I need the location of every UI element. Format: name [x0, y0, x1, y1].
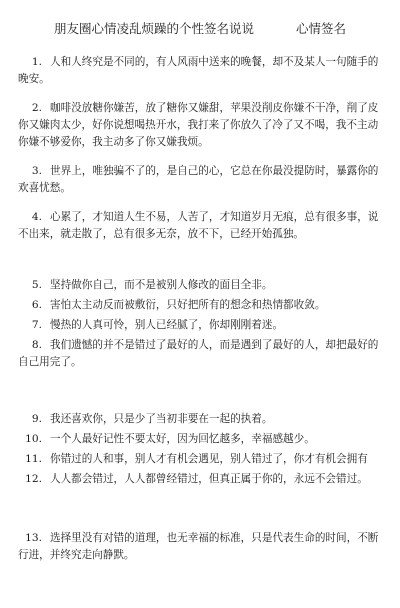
list-item: 13. 选择里没有对错的道理，也无幸福的标准，只是代表生命的时间，不断行进，并终究走向静默。 — [18, 532, 379, 561]
list-item: 1. 人和人终究是不同的，有人风雨中送来的晚餐，却不及某人一句随手的晚安。 — [18, 56, 379, 85]
list-item: 8. 我们遗憾的并不是错过了最好的人，而是遇到了最好的人，却把最好的自己用完了。 — [18, 339, 379, 368]
list-item: 3. 世界上，唯独骗不了的，是自己的心，它总在你最没提防时，暴露你的欢喜忧愁。 — [18, 165, 379, 194]
list-item: 10. 一个人最好记性不要太好，因为回忆越多，幸福感越少。 — [25, 433, 315, 445]
document-category: 心情签名 — [296, 21, 347, 36]
list-item: 9. 我还喜欢你，只是少了当初非要在一起的执着。 — [31, 413, 273, 425]
list-item: 5. 坚持做你自己，而不是被别人修改的面目全非。 — [31, 279, 273, 291]
list-item: 2. 咖啡没放糖你嫌苦，放了糖你又嫌甜，苹果没削皮你嫌不干净，削了皮你又嫌肉太少，好你说想喝热开水，我打来了你放久了冷了又不喝，我不主动你嫌不够爱你，我主动多了你又嫌我烦。 — [18, 102, 379, 148]
list-item: 4. 心累了，才知道人生不易，人苦了，才知道岁月无痕，总有很多事，说不出来，就走散了，总有很多无奈，放不下，已经开始孤独。 — [18, 211, 379, 240]
list-item: 12. 人人都会错过，人人都曾经错过，但真正属于你的，永远不会错过。 — [25, 473, 368, 485]
signature-list — [18, 54, 382, 564]
section-gap — [18, 500, 382, 530]
document-title: 朋友圈心情凌乱烦躁的个性签名说说 — [53, 21, 254, 36]
section-gap — [18, 255, 382, 277]
list-item: 7. 慢热的人真可怜，别人已经腻了，你却刚刚着迷。 — [31, 319, 284, 331]
list-item: 6. 害怕太主动反而被敷衍，只好把所有的想念和热情都收敛。 — [31, 299, 326, 311]
section-gap — [18, 383, 382, 411]
list-item: 11. 你错过的人和事，别人才有机会遇见，别人错过了，你才有机会拥有 — [25, 453, 368, 465]
document-header — [18, 14, 382, 44]
